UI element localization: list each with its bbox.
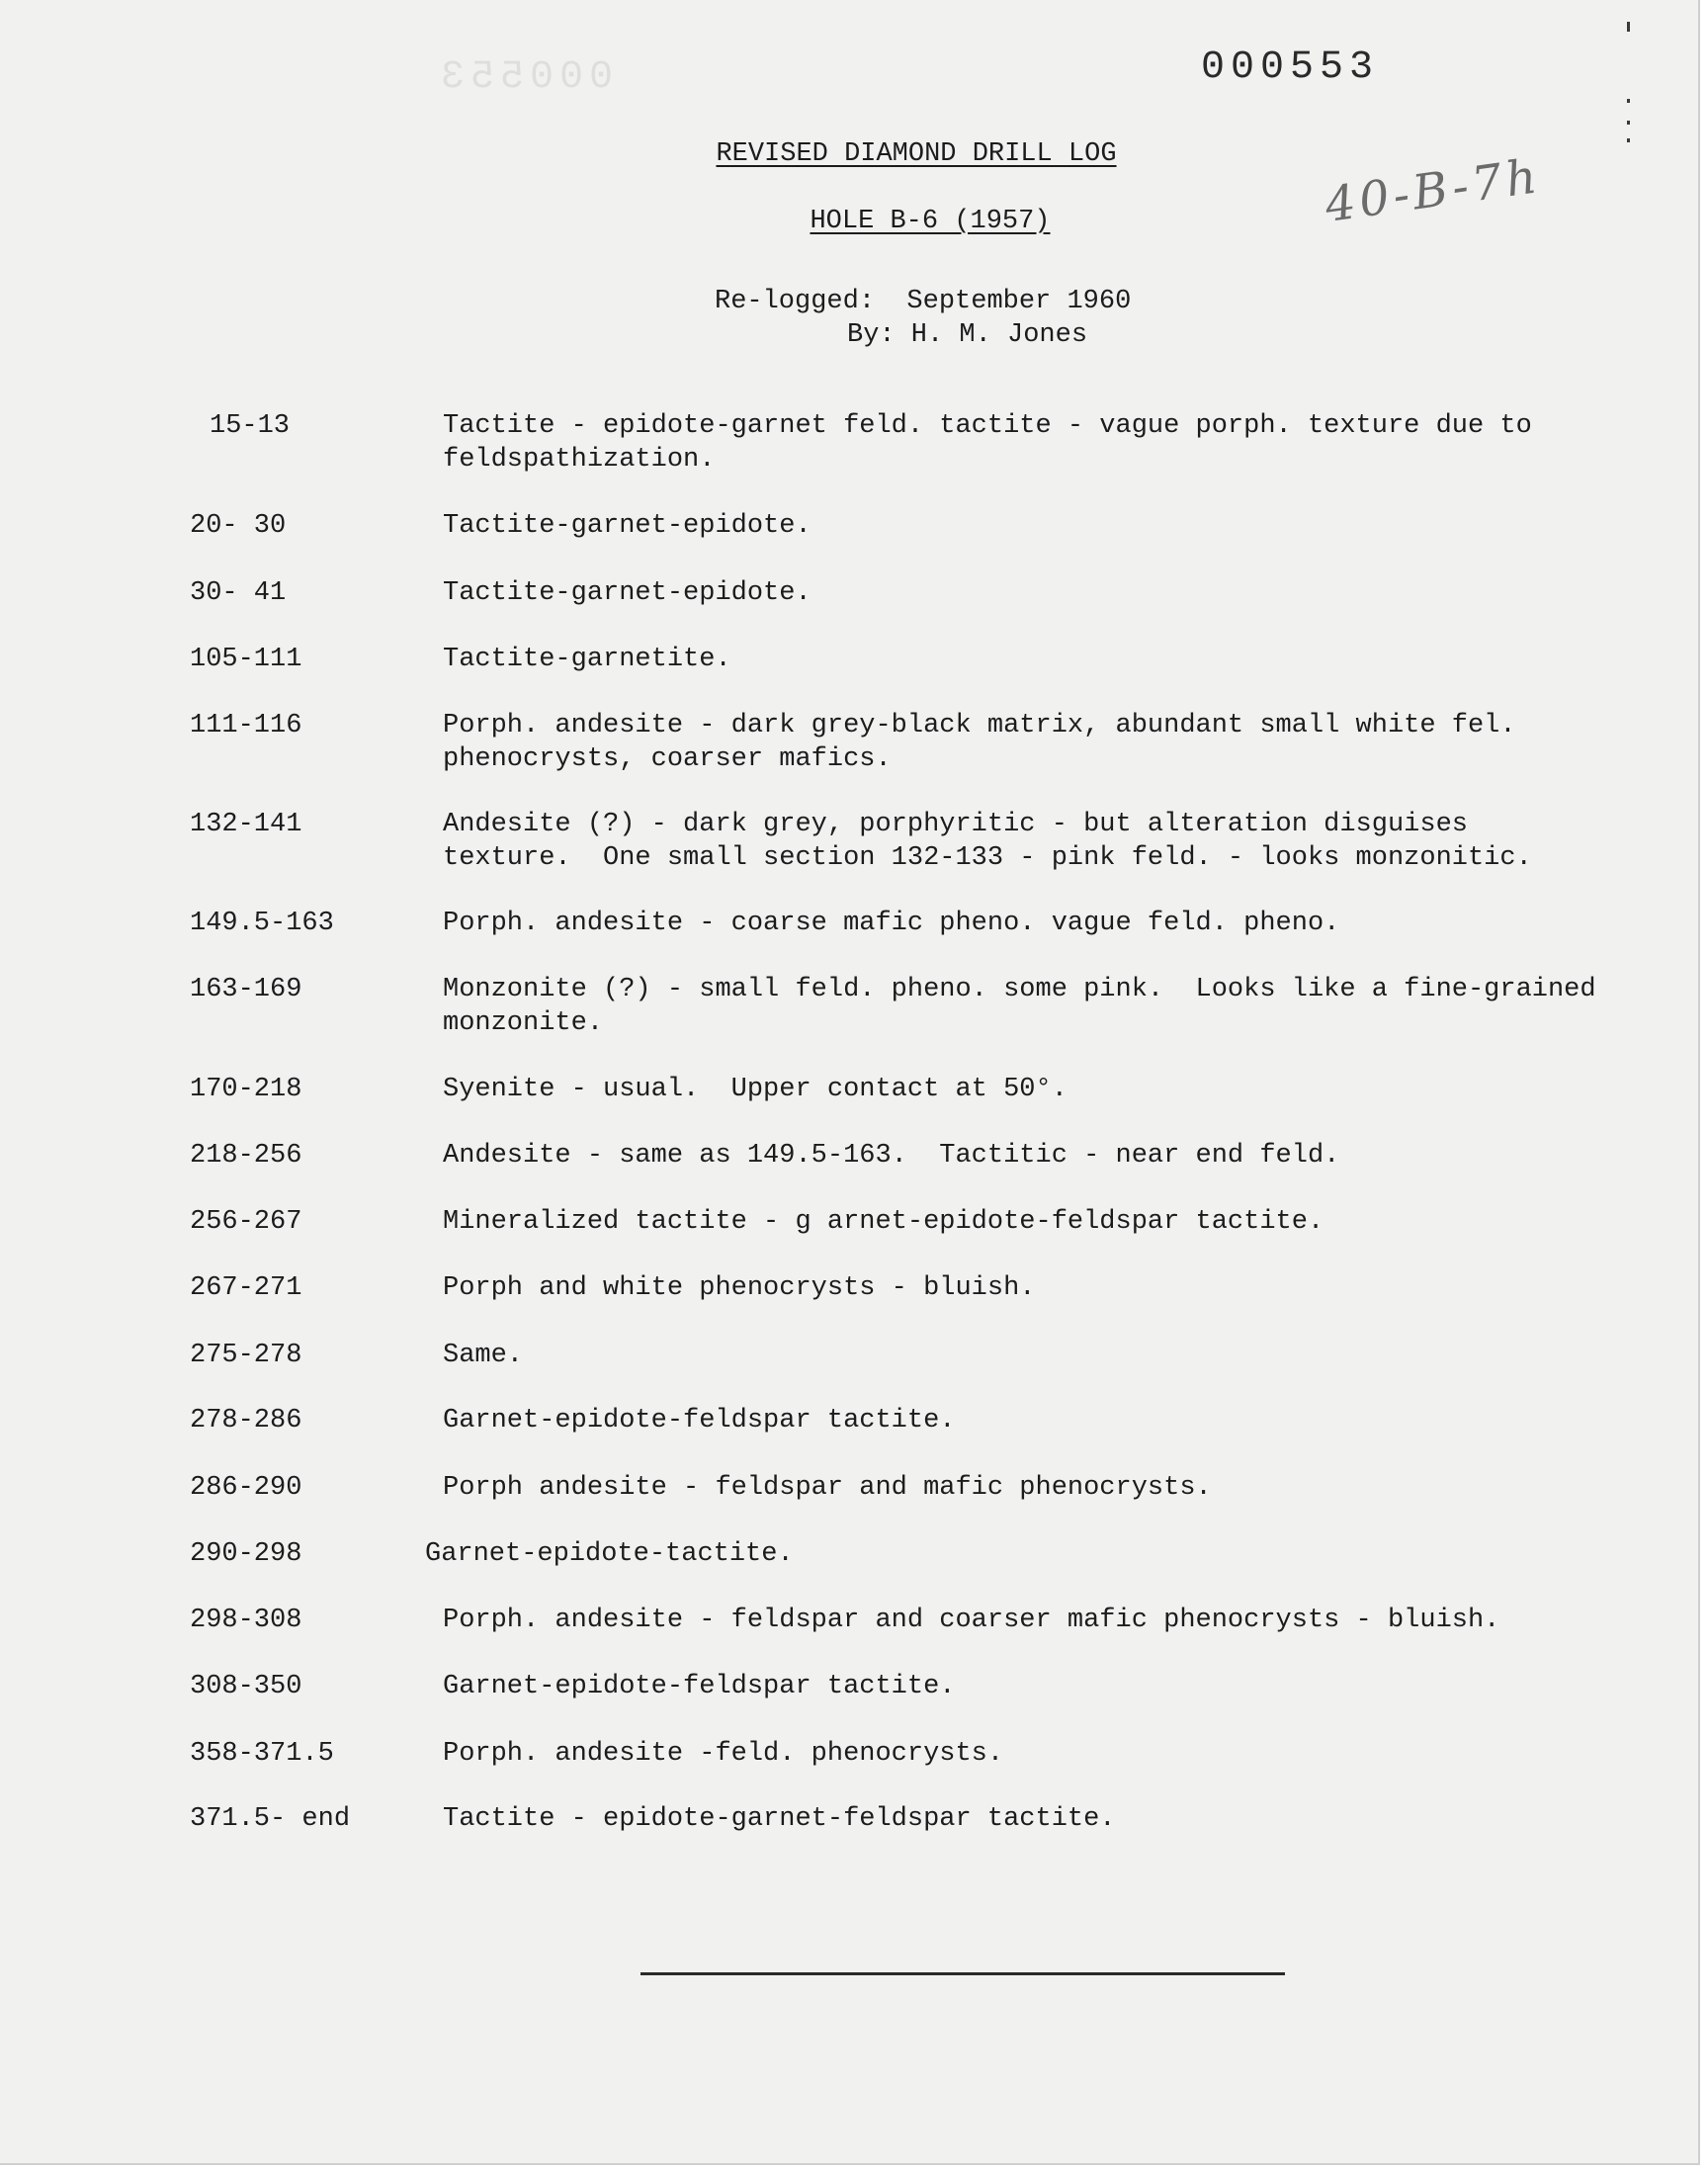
relog-date: Re-logged: September 1960 <box>715 287 1132 316</box>
log-depth: 298-308 <box>190 1606 302 1635</box>
log-description: Tactite-garnetite. <box>443 645 731 674</box>
log-depth: 256-267 <box>190 1207 302 1237</box>
log-depth: 218-256 <box>190 1141 302 1171</box>
log-depth: 290-298 <box>190 1539 302 1569</box>
log-description: Garnet-epidote-tactite. <box>425 1539 794 1569</box>
log-depth: 358-371.5 <box>190 1739 334 1769</box>
handwritten-note: 40-B-7h <box>1322 148 1544 233</box>
log-description: Tactite - epidote-garnet-feldspar tactite. <box>443 1804 1116 1834</box>
bleed-through-number: 000553 <box>435 55 614 100</box>
log-description: Porph. andesite - coarse mafic pheno. vague feld. pheno. <box>443 909 1340 938</box>
log-depth: 132-141 <box>190 810 302 839</box>
edge-mark <box>1627 121 1630 125</box>
log-depth: 308-350 <box>190 1672 302 1701</box>
log-depth: 30- 41 <box>190 578 287 608</box>
log-description: Andesite (?) - dark grey, porphyritic - but alteration disguises texture. One small section 132-133 - pink feld. - looks monzonitic. <box>443 810 1532 873</box>
log-description: Garnet-epidote-feldspar tactite. <box>443 1672 956 1701</box>
log-depth: 15-13 <box>210 411 291 441</box>
log-description: Porph andesite - feldspar and mafic phenocrysts. <box>443 1473 1212 1503</box>
log-depth: 286-290 <box>190 1473 302 1503</box>
log-depth: 111-116 <box>190 711 302 740</box>
log-description: Tactite - epidote-garnet feld. tactite - vague porph. texture due to feldspathization. <box>443 411 1532 475</box>
log-description: Tactite-garnet-epidote. <box>443 578 811 608</box>
log-description: Andesite - same as 149.5-163. Tactitic - near end feld. <box>443 1141 1340 1171</box>
log-depth: 20- 30 <box>190 511 287 541</box>
relog-info <box>715 285 1131 352</box>
footer-rule <box>640 1972 1285 1975</box>
log-depth: 149.5-163 <box>190 909 334 938</box>
edge-mark <box>1627 22 1630 32</box>
log-description: Syenite - usual. Upper contact at 50°. <box>443 1075 1068 1104</box>
edge-mark <box>1627 99 1630 103</box>
log-description: Garnet-epidote-feldspar tactite. <box>443 1406 956 1436</box>
document-number: 000553 <box>1201 45 1380 90</box>
log-description: Tactite-garnet-epidote. <box>443 511 811 541</box>
log-depth: 278-286 <box>190 1406 302 1436</box>
log-depth: 163-169 <box>190 975 302 1004</box>
log-description: Porph. andesite - dark grey-black matrix, abundant small white fel. phenocrysts, coarser mafics. <box>443 711 1516 774</box>
log-description: Same. <box>443 1341 524 1370</box>
log-description: Porph. andesite -feld. phenocrysts. <box>443 1739 1004 1769</box>
log-depth: 275-278 <box>190 1341 302 1370</box>
log-description: Porph. andesite - feldspar and coarser mafic phenocrysts - bluish. <box>443 1606 1500 1635</box>
log-description: Porph and white phenocrysts - bluish. <box>443 1273 1036 1303</box>
log-depth: 105-111 <box>190 645 302 674</box>
log-depth: 267-271 <box>190 1273 302 1303</box>
log-depth: 371.5- end <box>190 1804 351 1834</box>
log-depth: 170-218 <box>190 1075 302 1104</box>
hole-title: HOLE B-6 (1957) <box>810 207 1051 236</box>
log-description: Monzonite (?) - small feld. pheno. some pink. Looks like a fine-grained monzonite. <box>443 975 1612 1038</box>
document-title: REVISED DIAMOND DRILL LOG <box>716 139 1117 169</box>
relog-by: By: H. M. Jones <box>847 320 1088 350</box>
log-description: Mineralized tactite - g arnet-epidote-feldspar tactite. <box>443 1207 1324 1237</box>
